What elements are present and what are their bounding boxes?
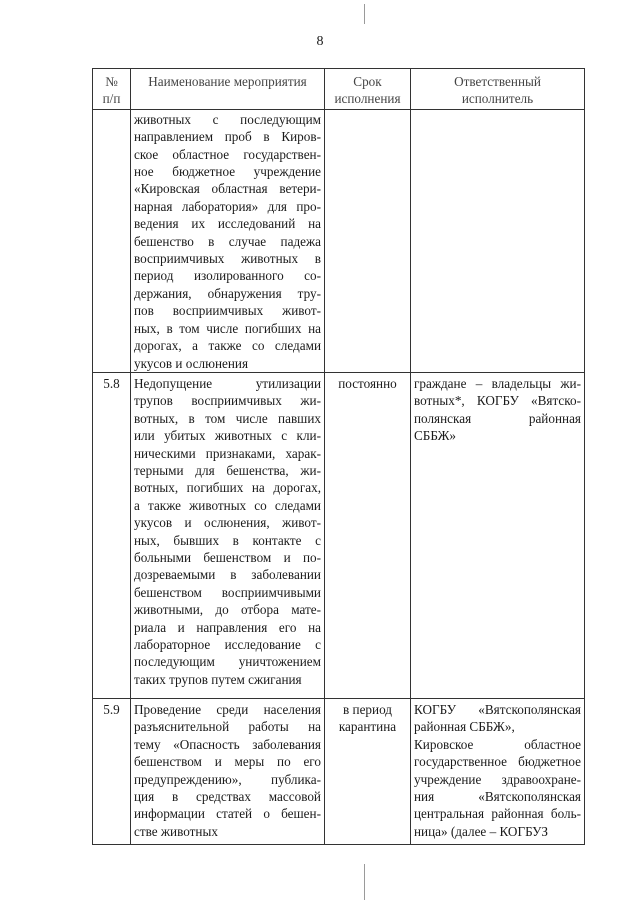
cell-text-line: риала и направления его на — [134, 619, 321, 635]
cell-text-line: ция в средствах массовой — [134, 788, 321, 804]
cell-text-line: ница» (далее – КОГБУЗ — [414, 823, 548, 839]
cell-text-line: нарная лаборатория» для про- — [134, 198, 321, 214]
cell-text-line: ведения их исследований на — [134, 216, 321, 232]
cell-text-line: бешенством и меры по его — [134, 754, 321, 770]
cell-text-line: дорогах, а также со следами — [134, 338, 321, 354]
cell-text-line: вотных*, КОГБУ «Вятско- — [414, 393, 581, 409]
header-name — [131, 69, 325, 110]
cell-text-line: ния «Вятскополянская — [414, 788, 581, 804]
row-deadline — [325, 109, 411, 372]
cell-text-line: больными бешенством и по- — [134, 549, 321, 565]
cell-text-line: ное бюджетное учреждение — [134, 164, 321, 180]
cell-text-line: направлением проб в Киров- — [134, 129, 321, 145]
cell-text-line: № — [105, 74, 118, 89]
cell-text-line: стве животных — [134, 823, 218, 839]
cell-text-line: вотных, погибших на дорогах, — [134, 480, 321, 496]
cell-text-line: дозреваемыми в заболевании — [134, 567, 321, 583]
cell-text-line: ных, в том числе погибших на — [134, 320, 321, 336]
cell-text-line: разъяснительной работы на — [134, 719, 321, 735]
row-number — [93, 109, 131, 372]
cell-text-line: информации статей о бешен- — [134, 806, 321, 822]
scan-artifact — [364, 864, 365, 900]
cell-text-line: бешенством восприимчивыми — [134, 584, 321, 600]
cell-text-line: последующим уничтожением — [134, 654, 321, 670]
cell-text-line: п/п — [102, 91, 121, 107]
cell-text-line: КОГБУ «Вятскополянская — [414, 701, 581, 717]
cell-text-line: а также животных со следами — [134, 497, 321, 513]
header-responsible — [411, 69, 585, 110]
cell-text-line: Недопущение утилизации — [134, 375, 321, 391]
cell-text-line: держания, обнаружения тру- — [134, 285, 321, 301]
row-responsible — [411, 698, 585, 844]
cell-text-line: восприимчивых животных в — [134, 251, 321, 267]
table-header-row — [93, 69, 585, 110]
scan-artifact — [364, 4, 365, 24]
cell-text-line: «Кировская областная ветери- — [134, 181, 321, 197]
row-responsible — [411, 372, 585, 698]
row-measure-text — [131, 109, 325, 372]
cell-text-line: укусов и ослюнения — [134, 355, 249, 371]
measures-table — [92, 68, 585, 845]
cell-text-line: в период — [342, 701, 392, 717]
row-number: 5.9 — [93, 698, 131, 844]
row-responsible — [411, 109, 585, 372]
cell-text-line: животных с последующим — [134, 111, 321, 127]
row-measure-text — [131, 698, 325, 844]
header-number — [93, 69, 131, 110]
table-row — [93, 109, 585, 372]
row-measure-text — [131, 372, 325, 698]
cell-text-line: СББЖ» — [414, 428, 457, 444]
cell-text-line: исполнитель — [461, 91, 534, 107]
cell-text-line: период изолированного со- — [134, 268, 321, 284]
cell-text-line: ных, бывших в контакте с — [134, 532, 321, 548]
cell-text-line: тему «Опасность заболевания — [134, 736, 321, 752]
cell-text-line: животными, до отбора мате- — [134, 602, 321, 618]
cell-text-line: учреждение здравоохране- — [414, 771, 581, 787]
cell-text-line: Кировское областное — [414, 736, 581, 752]
cell-text-line: предупреждению», публика- — [134, 771, 321, 787]
cell-text-line: или убитых животных с кли- — [134, 428, 321, 444]
page-number: 8 — [316, 34, 324, 49]
cell-text-line: пов восприимчивых живот- — [134, 303, 321, 319]
table-row — [93, 698, 585, 844]
cell-text-line: постоянно — [338, 375, 397, 391]
cell-text-line: бешенство в случае падежа — [134, 233, 321, 249]
cell-text-line: Срок — [353, 74, 382, 89]
cell-text-line: терными для бешенства, жи- — [134, 462, 321, 478]
cell-text-line: таких трупов путем сжигания — [134, 671, 302, 687]
cell-text-line: Наименование мероприятия — [148, 74, 307, 89]
cell-text-line: районная СББЖ», — [414, 719, 515, 735]
cell-text-line: вотных, в том числе павших — [134, 410, 321, 426]
row-number: 5.8 — [93, 372, 131, 698]
cell-text-line: лабораторное исследование с — [134, 637, 321, 652]
cell-text-line: исполнения — [334, 91, 401, 107]
table-row — [93, 372, 585, 698]
cell-text-line: ническими признаками, харак- — [134, 445, 321, 461]
row-deadline — [325, 698, 411, 844]
cell-text-line: граждане – владельцы жи- — [414, 375, 581, 391]
cell-text-line: Ответственный — [454, 74, 541, 89]
cell-text-line: трупов восприимчивых жи- — [134, 393, 321, 409]
cell-text-line: Проведение среди населения — [134, 701, 321, 717]
cell-text-line: укусов и ослюнения, живот- — [134, 515, 321, 531]
header-deadline — [325, 69, 411, 110]
cell-text-line: карантина — [338, 719, 397, 735]
cell-text-line: полянская районная — [414, 410, 581, 426]
cell-text-line: государственное бюджетное — [414, 754, 581, 770]
row-deadline — [325, 372, 411, 698]
cell-text-line: центральная районная боль- — [414, 806, 581, 822]
cell-text-line: ское областное государствен- — [134, 146, 321, 162]
